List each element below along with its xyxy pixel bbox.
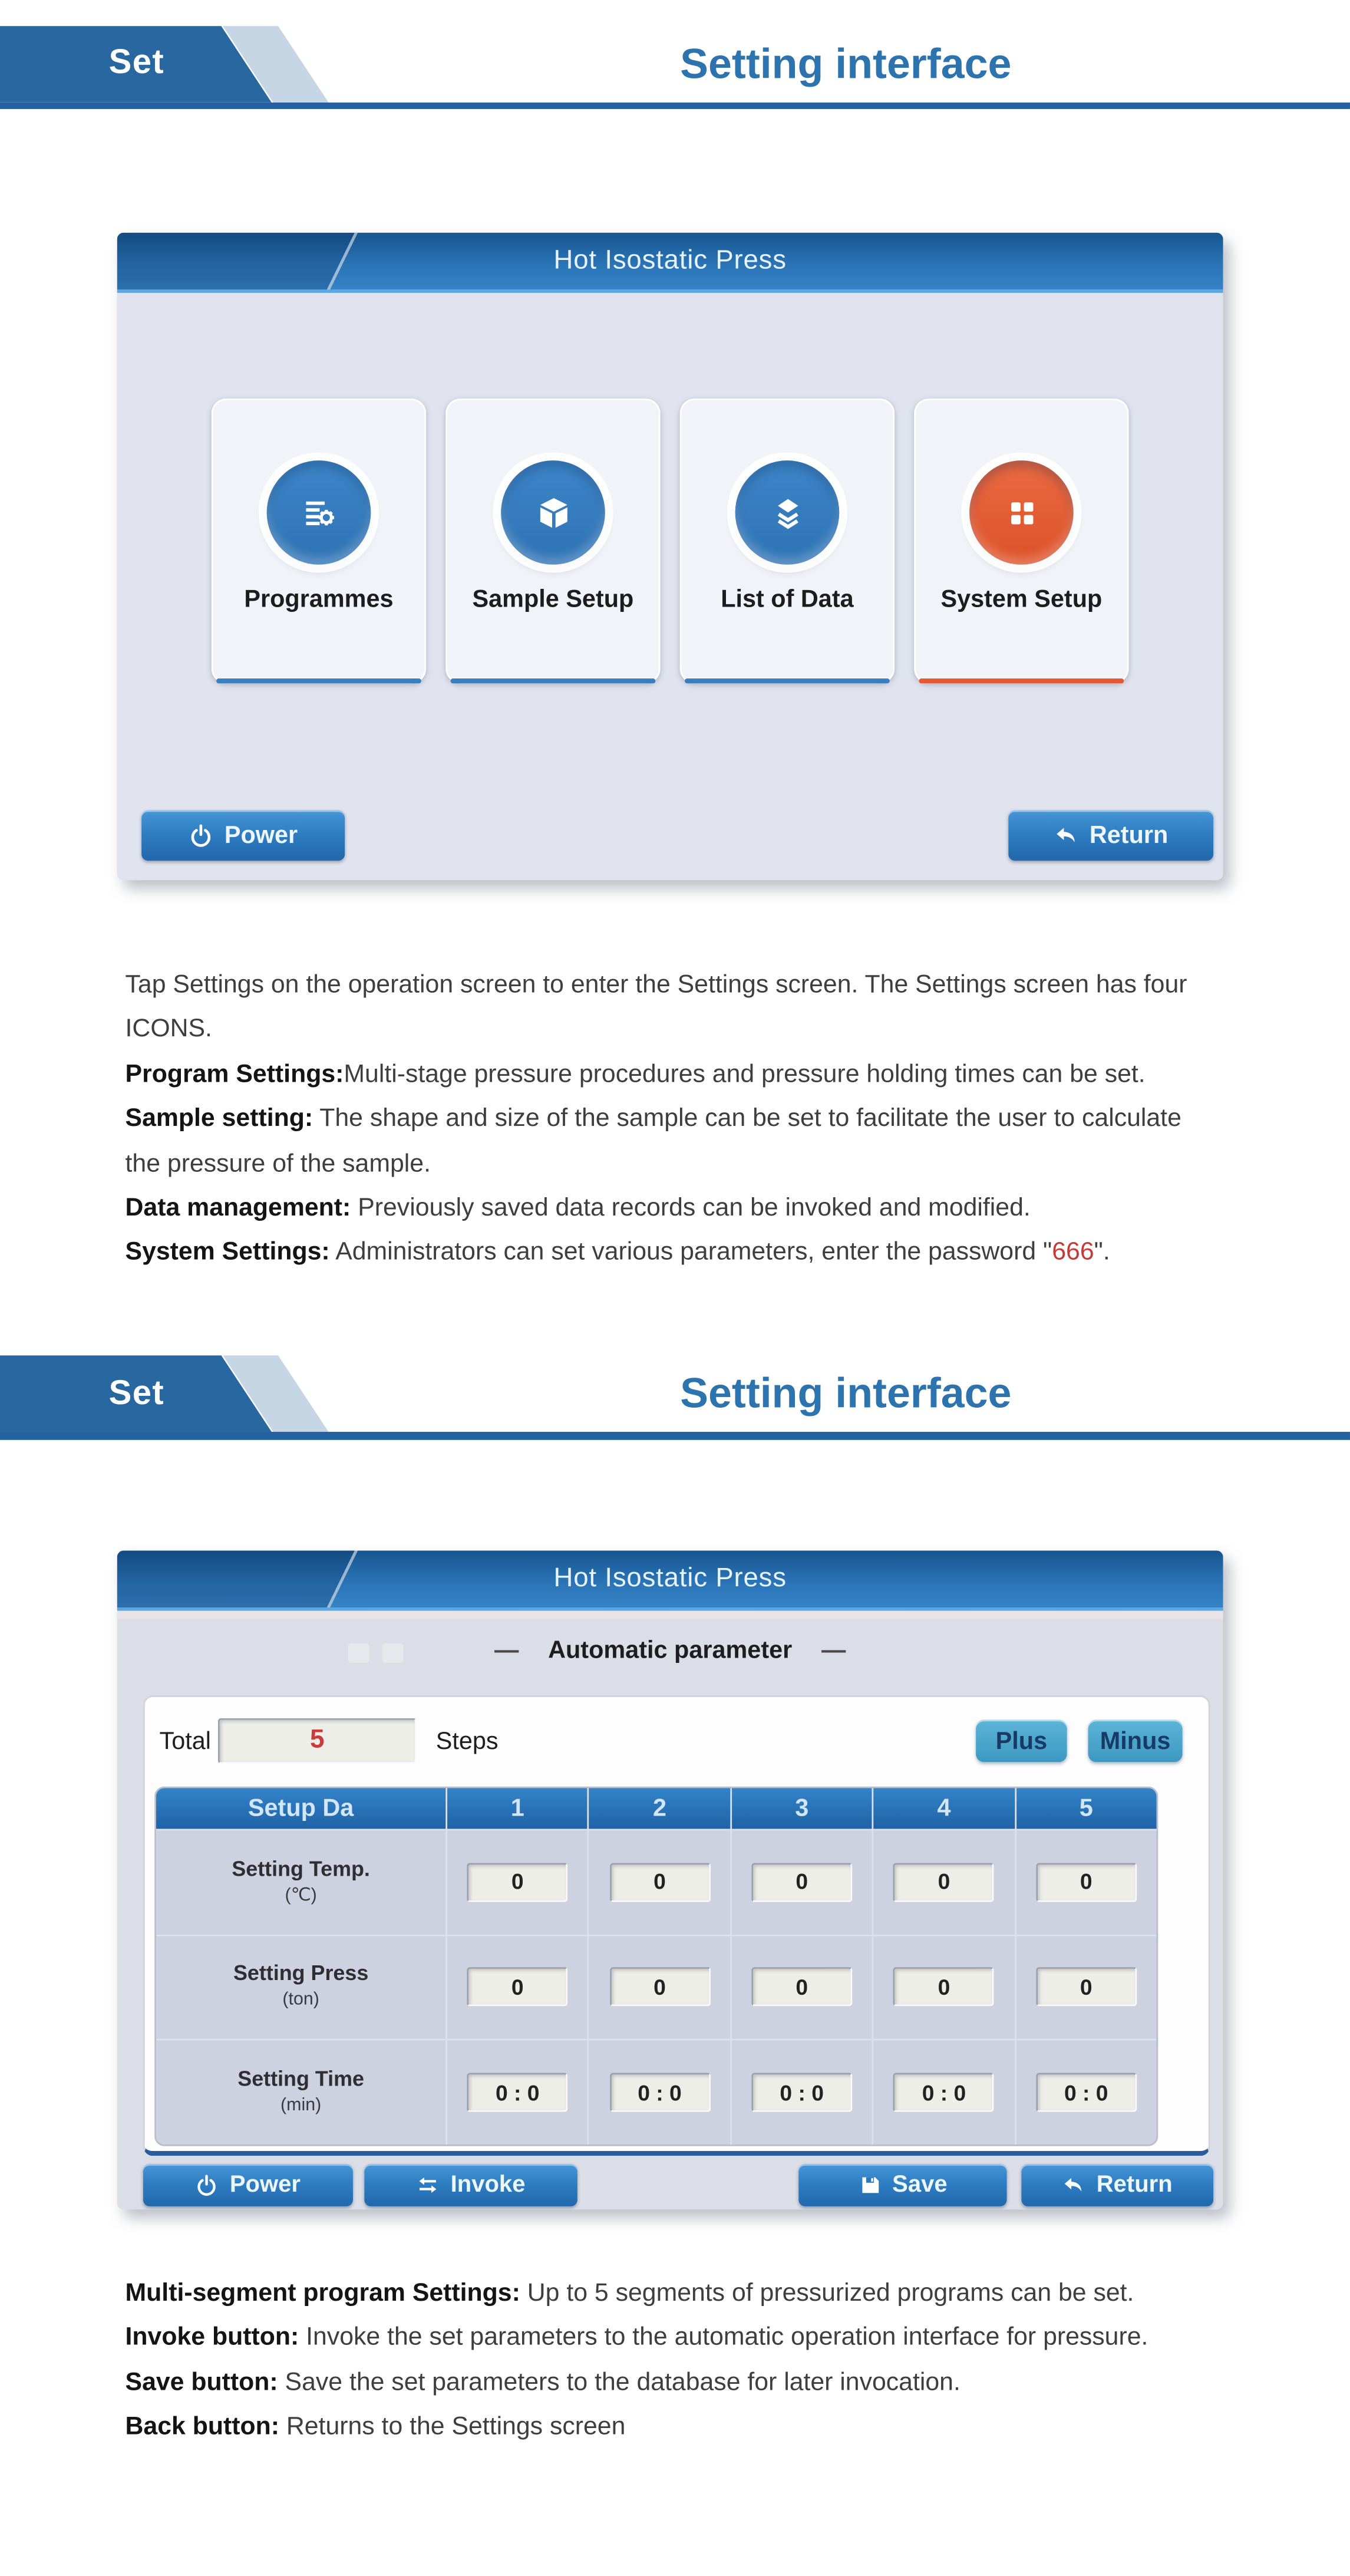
power-icon xyxy=(189,823,213,848)
return-button-label: Return xyxy=(1089,821,1169,849)
total-steps-input[interactable]: 5 xyxy=(218,1718,417,1764)
time-input[interactable]: 0 : 0 xyxy=(751,2073,852,2112)
device-titlebar xyxy=(117,233,1223,293)
column-header: 1 xyxy=(447,1788,587,1829)
row-label-text: Setting Time xyxy=(237,2066,364,2091)
card-label: System Setup xyxy=(940,585,1103,614)
time-input[interactable]: 0 : 0 xyxy=(609,2073,710,2112)
time-input[interactable]: 0 : 0 xyxy=(893,2073,994,2112)
press-input[interactable]: 0 xyxy=(1036,1968,1137,2007)
temp-input[interactable]: 0 xyxy=(893,1863,994,1902)
card-sample-setup[interactable] xyxy=(445,398,660,683)
table-cell xyxy=(447,1830,587,1934)
table-cell xyxy=(874,1830,1014,1934)
table-cell xyxy=(732,2041,872,2145)
text-line: Invoke button: Invoke the set parameters to the automatic operation interface for pressure. xyxy=(125,2324,1148,2352)
row-unit-text: (ton) xyxy=(282,1991,319,2011)
power-button-label: Power xyxy=(224,821,298,849)
column-header: 3 xyxy=(732,1788,872,1829)
column-header: 2 xyxy=(589,1788,730,1829)
grid-icon xyxy=(969,460,1074,565)
dash-left: — xyxy=(494,1636,519,1664)
plus-button[interactable]: Plus xyxy=(976,1720,1067,1763)
text-line: System Settings: Administrators can set various parameters, enter the password "666". xyxy=(125,1238,1110,1267)
layers-icon xyxy=(735,460,840,565)
row-unit-text: (℃) xyxy=(285,1885,317,1905)
banner-rule xyxy=(0,1432,1350,1439)
dash-right: — xyxy=(821,1636,846,1664)
text-line: ICONS. xyxy=(125,1016,212,1044)
text-line: Sample setting: The shape and size of the sample can be set to facilitate the user to calculate xyxy=(125,1105,1181,1133)
table-cell xyxy=(447,1936,587,2040)
device-title: Hot Isostatic Press xyxy=(553,245,787,275)
card-list-of-data[interactable] xyxy=(680,398,895,683)
settings-screen xyxy=(117,233,1223,881)
card-label: Programmes xyxy=(244,585,394,614)
text-line: the pressure of the sample. xyxy=(125,1149,431,1178)
temp-input[interactable]: 0 xyxy=(467,1863,568,1902)
card-label: Sample Setup xyxy=(472,585,634,614)
section1-description xyxy=(126,963,1240,1276)
table-cell xyxy=(874,1936,1014,2040)
total-label: Total xyxy=(159,1727,211,1755)
table-cell xyxy=(732,1936,872,2040)
save-button-label: Save xyxy=(892,2172,948,2199)
table-cell xyxy=(1016,1830,1156,1934)
card-system-setup[interactable] xyxy=(914,398,1128,683)
section2-description xyxy=(126,2271,1240,2450)
return-button[interactable] xyxy=(1008,811,1213,861)
time-input[interactable]: 0 : 0 xyxy=(467,2073,568,2112)
row-unit-text: (min) xyxy=(280,2096,322,2116)
table-cell xyxy=(732,1830,872,1934)
text-line: Tap Settings on the operation screen to enter the Settings screen. The Settings screen has four xyxy=(125,971,1187,999)
save-button[interactable] xyxy=(798,2164,1006,2206)
table-cell xyxy=(1016,1936,1156,2040)
device-titlebar xyxy=(117,1550,1223,1610)
page-title: Setting interface xyxy=(680,1368,1012,1418)
press-input[interactable]: 0 xyxy=(751,1968,852,2007)
row-label-setting-press xyxy=(156,1936,445,2040)
text-line: Save button: Save the set parameters to the database for later invocation. xyxy=(125,2369,960,2397)
table-cell xyxy=(589,2041,730,2145)
return-button-label: Return xyxy=(1096,2172,1173,2199)
list-gear-icon xyxy=(267,460,371,565)
temp-input[interactable]: 0 xyxy=(609,1863,710,1902)
card-label: List of Data xyxy=(721,585,854,614)
press-input[interactable]: 0 xyxy=(609,1968,710,2007)
text-line: Data management: Previously saved data records can be invoked and modified. xyxy=(125,1194,1031,1222)
section-banner xyxy=(0,1355,1350,1432)
banner-tab-label: Set xyxy=(108,1373,165,1412)
return-button[interactable] xyxy=(1021,2164,1213,2206)
temp-input[interactable]: 0 xyxy=(751,1863,852,1902)
swap-arrows-icon xyxy=(417,2174,440,2197)
section-banner xyxy=(0,25,1350,102)
automatic-parameter-screen xyxy=(117,1550,1223,2209)
row-label-text: Setting Temp. xyxy=(232,1856,370,1881)
minus-button[interactable]: Minus xyxy=(1088,1720,1183,1763)
invoke-button[interactable] xyxy=(364,2164,577,2206)
return-arrow-icon xyxy=(1054,823,1078,848)
cube-icon xyxy=(501,460,605,565)
text-line: Program Settings:Multi-stage pressure procedures and pressure holding times can be set. xyxy=(125,1060,1146,1089)
time-input[interactable]: 0 : 0 xyxy=(1036,2073,1137,2112)
card-programmes[interactable] xyxy=(212,398,426,683)
column-header: 4 xyxy=(874,1788,1014,1829)
power-icon xyxy=(196,2174,219,2197)
return-arrow-icon xyxy=(1062,2174,1085,2197)
subtitle-text: Automatic parameter xyxy=(548,1636,793,1664)
row-label-setting-time xyxy=(156,2041,445,2145)
parameter-table xyxy=(154,1787,1158,2146)
row-label-setting-temp xyxy=(156,1830,445,1934)
power-button[interactable] xyxy=(141,811,345,861)
banner-tab-label: Set xyxy=(108,44,165,82)
table-cell xyxy=(447,2041,587,2145)
steps-label: Steps xyxy=(435,1727,499,1755)
text-line: Back button: Returns to the Settings screen xyxy=(125,2413,626,2441)
temp-input[interactable]: 0 xyxy=(1036,1863,1137,1902)
floppy-save-icon xyxy=(858,2174,881,2197)
settings-icon-row xyxy=(212,398,1129,683)
press-input[interactable]: 0 xyxy=(893,1968,994,2007)
screen-subtitle xyxy=(117,1629,1223,1671)
banner-rule xyxy=(0,102,1350,109)
text-line: Multi-segment program Settings: Up to 5 segments of pressurized programs can be set. xyxy=(125,2279,1134,2307)
table-cell xyxy=(874,2041,1014,2145)
page-title: Setting interface xyxy=(680,38,1012,87)
column-header: 5 xyxy=(1016,1788,1156,1829)
row-label-text: Setting Press xyxy=(233,1961,369,1986)
table-cell xyxy=(589,1936,730,2040)
titlebar-divider xyxy=(117,1611,1223,1619)
power-button[interactable] xyxy=(143,2164,353,2206)
power-button-label: Power xyxy=(229,2172,301,2199)
table-cell xyxy=(589,1830,730,1934)
table-corner-header: Setup Da xyxy=(156,1788,445,1829)
table-cell xyxy=(1016,2041,1156,2145)
device-title: Hot Isostatic Press xyxy=(553,1563,787,1593)
invoke-button-label: Invoke xyxy=(450,2172,526,2199)
press-input[interactable]: 0 xyxy=(467,1968,568,2007)
